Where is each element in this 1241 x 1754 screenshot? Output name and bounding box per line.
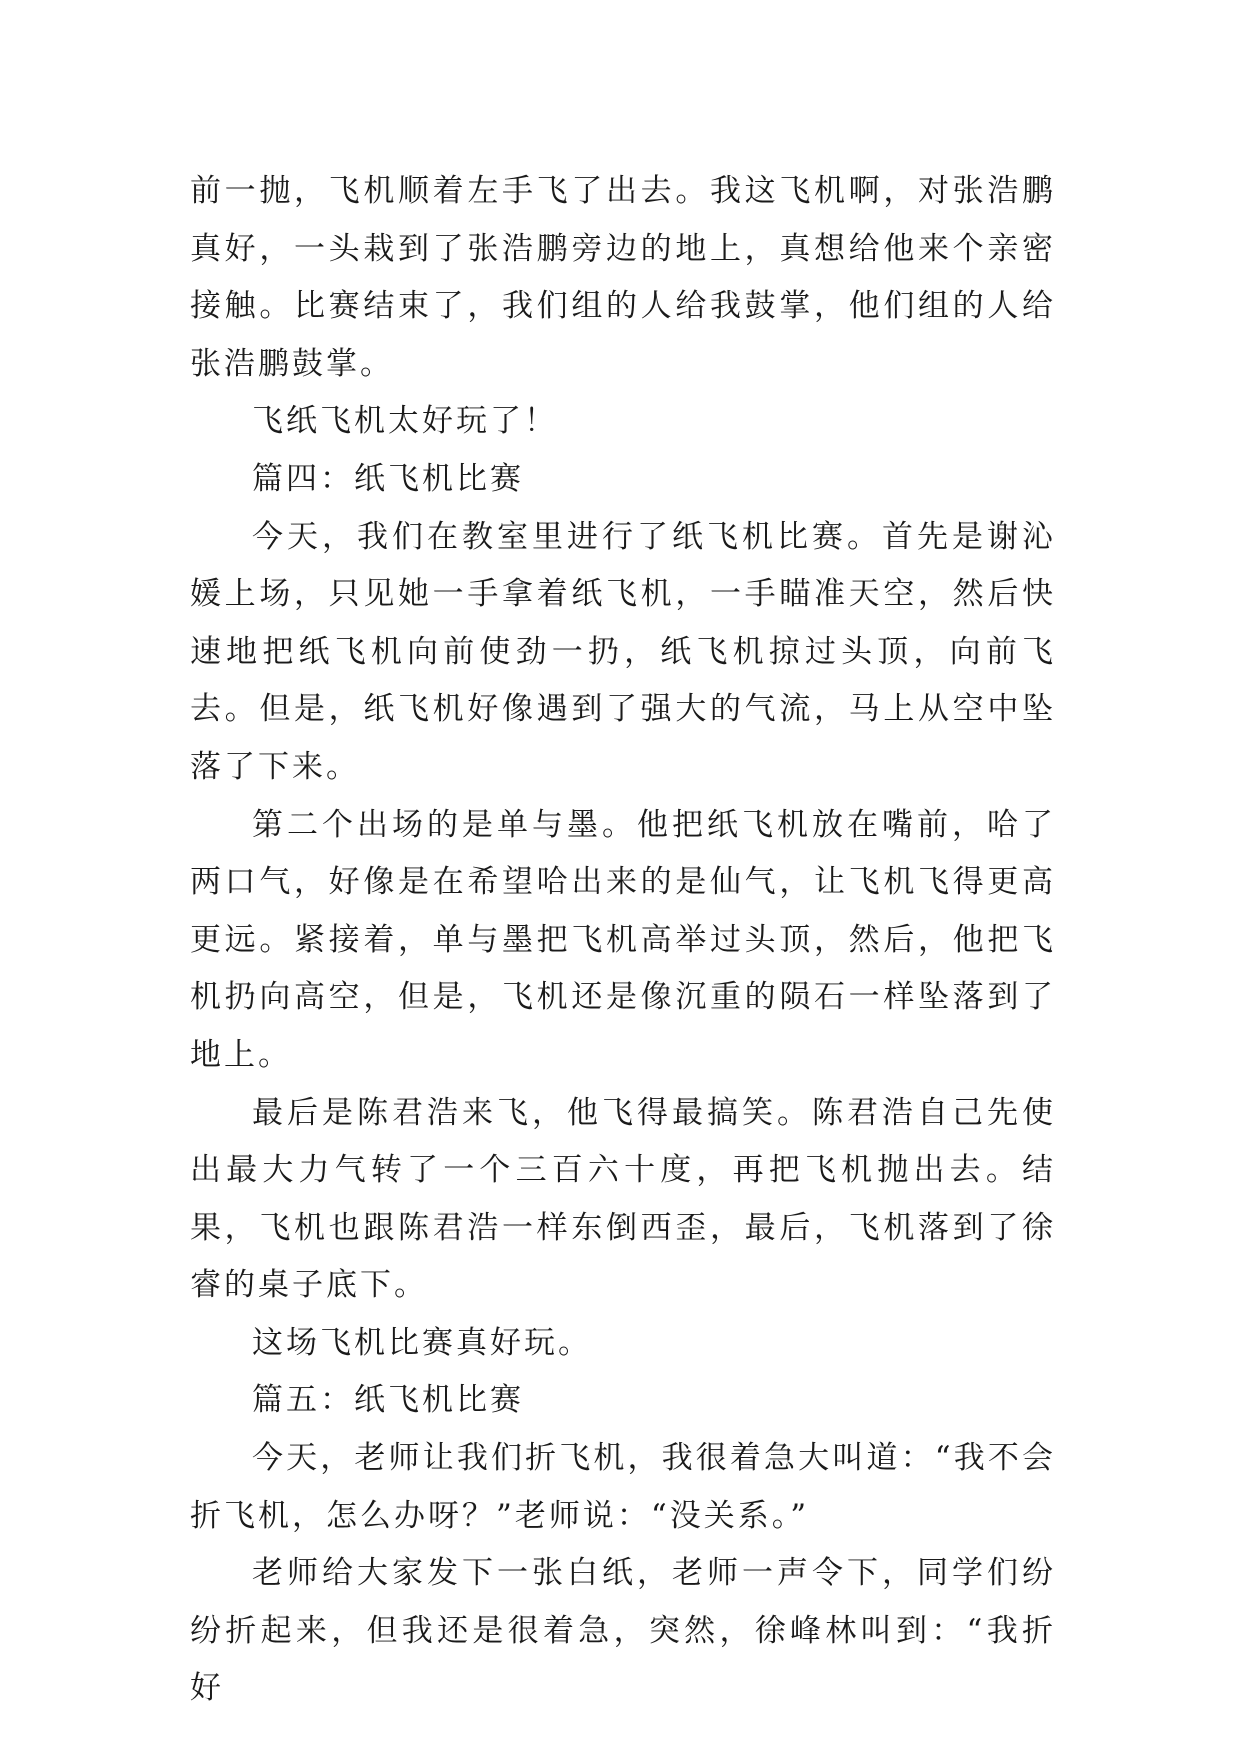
paragraph-1: 前一抛，飞机顺着左手飞了出去。我这飞机啊，对张浩鹏真好，一头栽到了张浩鹏旁边的地上，真想给他来个亲密接触。比赛结束了，我们组的人给我鼓掌，他们组的人给张浩鹏鼓掌。	[190, 173, 1056, 382]
paragraph-10: 老师给大家发下一张白纸，老师一声令下，同学们纷纷折起来，但我还是很着急，突然，徐峰林叫到：“我折好	[190, 1555, 1056, 1707]
paragraph-4: 今天，我们在教室里进行了纸飞机比赛。首先是谢沁媛上场，只见她一手拿着纸飞机，一手瞄准天空，然后快速地把纸飞机向前使劲一扔，纸飞机掠过头顶，向前飞去。但是，纸飞机好像遇到了强大的气流，马上从空中坠落了下来。	[190, 518, 1056, 785]
document-body	[190, 163, 1056, 1718]
paragraph-5: 第二个出场的是单与墨。他把纸飞机放在嘴前，哈了两口气，好像是在希望哈出来的是仙气，让飞机飞得更高更远。紧接着，单与墨把飞机高举过头顶，然后，他把飞机扔向高空，但是，飞机还是像沉重的陨石一样坠落到了地上。	[190, 806, 1056, 1073]
paragraph-6: 最后是陈君浩来飞，他飞得最搞笑。陈君浩自己先使出最大力气转了一个三百六十度，再把飞机抛出去。结果，飞机也跟陈君浩一样东倒西歪，最后，飞机落到了徐睿的桌子底下。	[190, 1094, 1056, 1304]
section-heading-4: 篇四：纸飞机比赛	[252, 460, 524, 497]
section-heading-5: 篇五：纸飞机比赛	[252, 1382, 524, 1419]
paragraph-7: 这场飞机比赛真好玩。	[252, 1324, 592, 1361]
paragraph-2: 飞纸飞机太好玩了！	[252, 403, 558, 440]
paragraph-9: 今天，老师让我们折飞机，我很着急大叫道：“我不会折飞机，怎么办呀？”老师说：“没关系。”	[190, 1440, 1056, 1534]
